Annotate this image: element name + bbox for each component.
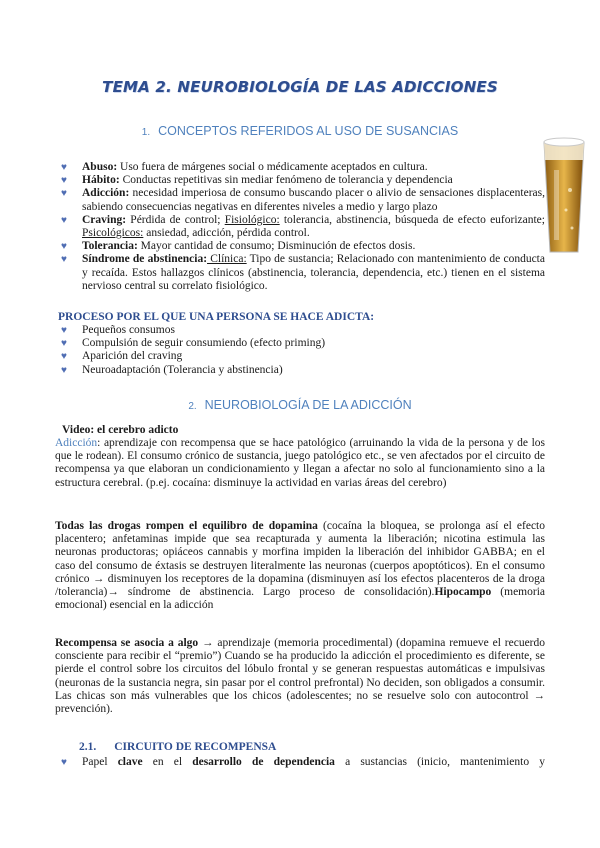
list-item — [55, 337, 545, 350]
definition: tolerancia, abstinencia, búsqueda de efecto euforizante; — [279, 213, 545, 226]
heart-bullet-icon: ♥ — [61, 214, 67, 226]
list-item-text: Aparición del craving — [82, 350, 183, 363]
heart-bullet-icon: ♥ — [61, 338, 67, 350]
list-item — [55, 187, 545, 213]
bold-text: clave — [117, 756, 143, 768]
section-1-heading — [0, 124, 600, 138]
heart-bullet-icon: ♥ — [61, 162, 67, 173]
definition: Uso fuera de márgenes social o médicamente aceptados en cultura. — [117, 161, 428, 173]
adiccion-term: Adicción — [55, 437, 98, 449]
list-item — [55, 350, 545, 363]
term: Adicción: — [82, 187, 130, 200]
heart-bullet-icon: ♥ — [61, 757, 67, 768]
list-item-text: en el — [142, 756, 193, 768]
underlined-term: Clínica: — [207, 253, 247, 266]
section-2-heading — [0, 398, 600, 412]
heart-bullet-icon: ♥ — [61, 241, 67, 253]
definition: Pérdida de control; — [126, 213, 225, 226]
term: Tolerancia: — [82, 240, 138, 253]
list-item-text: Papel — [82, 756, 118, 768]
definition: Conductas repetitivas sin mediar fenómeno de tolerancia y dependencia — [119, 174, 453, 187]
heart-bullet-icon: ♥ — [61, 351, 67, 363]
paragraph-recompensa — [55, 637, 545, 716]
list-item — [55, 174, 545, 187]
list-item — [55, 324, 545, 337]
circuit-list — [55, 756, 545, 769]
bold-text: desarrollo de dependencia — [192, 756, 335, 768]
paragraph-text: : aprendizaje con recompensa que se hace patológico (arruinando la vida de la persona y de los que le rodean). El consumo crónico de sustancia, juego patológico etc., se ven afectados por el circuito de recompensa ya que elaboran un condicionamiento y llegan a afectar no solo al funcionamiento sino a la estructura cerebral. (p.ej. cocaína: disminuye la actividad en varias áreas del cerebro) — [55, 437, 545, 489]
heart-bullet-icon: ♥ — [61, 364, 67, 376]
underlined-term: Psicológicos: — [82, 227, 144, 240]
list-item-text: Pequeños consumos — [82, 324, 175, 336]
bold-text: Recompensa se asocia a algo → — [55, 637, 214, 649]
page-title: TEMA 2. NEUROBIOLOGÍA DE LAS ADICCIONES — [102, 78, 498, 96]
underlined-term: Fisiológico: — [224, 213, 280, 226]
definition: Tipo de sustancia; Relacionado con mantenimiento de conducta y recaída. Estos hallazgos clínicos (abstinencia, tolerancia, dependencia, etc.) tienen en el sistema nervioso central su correlato fisiológico. — [82, 253, 545, 292]
paragraph-text: aprendizaje (memoria procedimental) (dopamina remueve el recuerdo consciente para recibir el “premio”) Cuando se ha producido la adicción el procedimiento es diferente, se pierde el control sobre los circuitos del lóbulo frontal y se generan respuestas automáticas e impulsivas (neuronas de la sustancia negra, sin pasar por el control prefrontal) No deciden, son obligados a consumir. Las chicas son más vulnerables que los chicos (adolescentes; no se resuelve solo con autocontrol → prevención). — [55, 637, 546, 716]
subsection-number: 2.1. — [79, 741, 97, 753]
list-item — [55, 756, 545, 769]
section-1-heading-text: CONCEPTOS REFERIDOS AL USO DE SUSANCIAS — [158, 124, 459, 138]
list-item-text: Neuroadaptación (Tolerancia y abstinencia) — [82, 363, 283, 376]
section-2-number: 2. — [188, 401, 197, 412]
term: Síndrome de abstinencia: — [82, 253, 208, 266]
bold-text: Hipocampo — [434, 586, 492, 599]
list-item — [55, 240, 545, 253]
concepts-list — [55, 161, 545, 293]
paragraph-dopamina — [55, 520, 545, 612]
video-title-text: Video: el cerebro adicto — [62, 424, 179, 436]
heart-bullet-icon: ♥ — [61, 188, 67, 200]
list-item-text: Compulsión de seguir consumiendo (efecto priming) — [82, 337, 326, 350]
section-2-heading-text: NEUROBIOLOGÍA DE LA ADICCIÓN — [204, 398, 412, 412]
term: Hábito: — [82, 174, 120, 187]
heart-bullet-icon: ♥ — [61, 325, 67, 336]
list-item — [55, 253, 545, 293]
paragraph-text: (cocaína la bloquea, se prolonga así el efecto placentero; anfetaminas impide que sea recapturada y aumenta la liberación; nicotina estimula las neuronas productoras; opiáceos cannabis y morfina impiden la liberación del inhibidor GABBA; en el caso del consumo de éxtasis se destruyen literalmente las neuronas (cuerpos apoptóticos). En el consumo crónico → disminuyen los receptores de la dopamina (disminuyen así los efectos placenteros de la droga /tolerancia)→ síndrome de abstinencia. Largo proceso de consolidación). — [55, 520, 545, 599]
bold-text: Todas las drogas rompen el equilibro de dopamina — [55, 520, 318, 532]
term: Craving: — [82, 213, 127, 226]
list-item — [55, 364, 545, 377]
heart-bullet-icon: ♥ — [61, 254, 67, 266]
proceso-list — [55, 324, 545, 377]
paragraph-text: (memoria emocional) esencial en la adicción — [55, 586, 545, 612]
subsection-heading — [79, 741, 276, 753]
drink-glass-icon — [540, 130, 588, 258]
section-1-number: 1. — [141, 127, 151, 138]
definition: necesidad imperiosa de consumo buscando placer o alivio de sensaciones displacenteras, sabiendo consecuencias negativas en diferentes niveles a medio y largo plazo — [82, 187, 545, 213]
heart-bullet-icon: ♥ — [61, 175, 67, 187]
paragraph-adiccion — [55, 437, 545, 490]
proceso-title: PROCESO POR EL QUE UNA PERSONA SE HACE ADICTA: — [58, 311, 375, 323]
list-item-text: a sustancias (inicio, mantenimiento y — [334, 756, 545, 768]
list-item — [55, 161, 545, 174]
video-title — [62, 424, 544, 437]
definition: Mayor cantidad de consumo; Disminución de efectos dosis. — [137, 240, 416, 253]
term: Abuso: — [82, 161, 118, 173]
list-item — [55, 214, 545, 240]
definition: ansiedad, adicción, pérdida control. — [143, 227, 310, 240]
subsection-heading-text: CIRCUITO DE RECOMPENSA — [114, 741, 277, 753]
